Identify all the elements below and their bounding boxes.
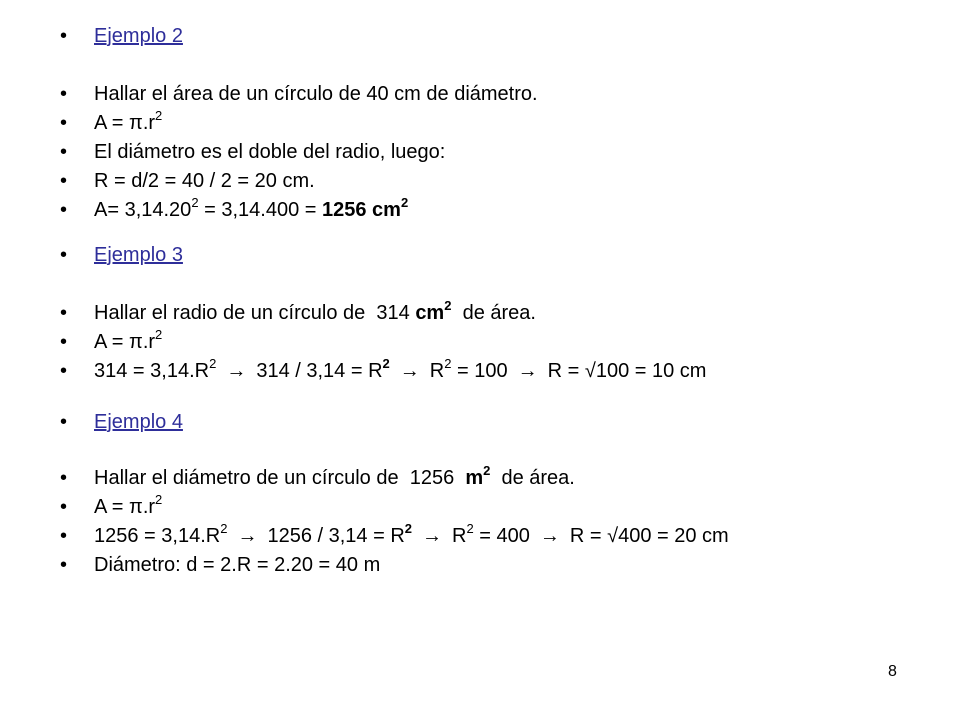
statement-unit: m — [465, 467, 484, 489]
statement-unit-exponent: 2 — [483, 463, 491, 479]
example-3-statement — [94, 298, 536, 325]
bullet: • — [60, 199, 68, 221]
area-calc-exponent: 2 — [191, 195, 199, 211]
example-4-steps — [94, 521, 729, 548]
arrow-icon: → — [226, 360, 247, 382]
example-2-statement: Hallar el área de un círculo de 40 cm de diámetro. — [94, 83, 538, 105]
bullet: • — [60, 141, 68, 163]
bullet: • — [60, 496, 68, 518]
step-3-value: = 400 — [473, 525, 530, 547]
step-3-exponent: 2 — [444, 356, 452, 372]
arrow-icon: → — [422, 525, 443, 547]
example-3-steps — [94, 356, 707, 383]
example-2-area-calc — [94, 195, 409, 222]
arrow-icon: → — [539, 525, 560, 547]
statement-part: de área. — [451, 302, 536, 324]
bullet: • — [60, 112, 68, 134]
example-4-diameter: Diámetro: d = 2.R = 2.20 = 40 m — [94, 554, 381, 576]
example-4-statement — [94, 463, 575, 490]
bullet: • — [60, 360, 68, 382]
statement-part: de área. — [490, 467, 575, 489]
bullet: • — [60, 554, 68, 576]
example-4-heading: Ejemplo 4 — [94, 411, 183, 433]
formula-base: A = π.r — [94, 496, 156, 518]
example-2-radius-calc: R = d/2 = 40 / 2 = 20 cm. — [94, 170, 315, 192]
statement-unit-exponent: 2 — [444, 298, 452, 314]
bullet: • — [60, 83, 68, 105]
step-3: R — [429, 360, 445, 382]
step-3-exponent: 2 — [466, 521, 474, 537]
bullet: • — [60, 170, 68, 192]
step-4: R = √400 = 20 cm — [569, 525, 729, 547]
bullet: • — [60, 525, 68, 547]
bullet: • — [60, 25, 68, 47]
area-calc-part: = 3,14.400 = — [198, 199, 322, 221]
page-number: 8 — [888, 663, 897, 680]
step-2-exponent: 2 — [382, 356, 390, 372]
example-2-formula — [94, 108, 163, 135]
step-1: 1256 = 3,14.R — [94, 525, 221, 547]
statement-part: Hallar el diámetro de un círculo de 1256 — [94, 467, 466, 489]
step-1: 314 = 3,14.R — [94, 360, 210, 382]
step-3-value: = 100 — [451, 360, 508, 382]
example-2-heading: Ejemplo 2 — [94, 25, 183, 47]
step-3: R — [452, 525, 467, 547]
step-4: R = √100 = 10 cm — [547, 360, 707, 382]
step-1-exponent: 2 — [220, 521, 228, 537]
bullet: • — [60, 411, 68, 433]
example-2-diameter-note: El diámetro es el doble del radio, luego: — [94, 141, 446, 163]
formula-exponent: 2 — [155, 327, 163, 343]
step-2: 1256 / 3,14 = R — [267, 525, 405, 547]
example-3-formula — [94, 327, 163, 354]
bullet: • — [60, 331, 68, 353]
bullet: • — [60, 302, 68, 324]
arrow-icon: → — [237, 525, 258, 547]
area-calc-part: A= 3,14.20 — [94, 199, 192, 221]
step-2: 314 / 3,14 = R — [256, 360, 383, 382]
bullet: • — [60, 244, 68, 266]
arrow-icon: → — [517, 360, 538, 382]
step-2-exponent: 2 — [404, 521, 413, 537]
formula-base: A = π.r — [94, 331, 156, 353]
statement-part: Hallar el radio de un círculo de 314 — [94, 302, 416, 324]
example-4-formula — [94, 492, 163, 519]
example-3-heading: Ejemplo 3 — [94, 244, 183, 266]
area-result-exponent: 2 — [400, 195, 409, 211]
formula-exponent: 2 — [155, 492, 163, 508]
step-1-exponent: 2 — [209, 356, 217, 372]
formula-base: A = π.r — [94, 112, 156, 134]
formula-exponent: 2 — [155, 108, 163, 124]
arrow-icon: → — [399, 360, 420, 382]
area-result: 1256 cm — [321, 199, 401, 221]
statement-unit: cm — [415, 302, 445, 324]
bullet: • — [60, 467, 68, 489]
